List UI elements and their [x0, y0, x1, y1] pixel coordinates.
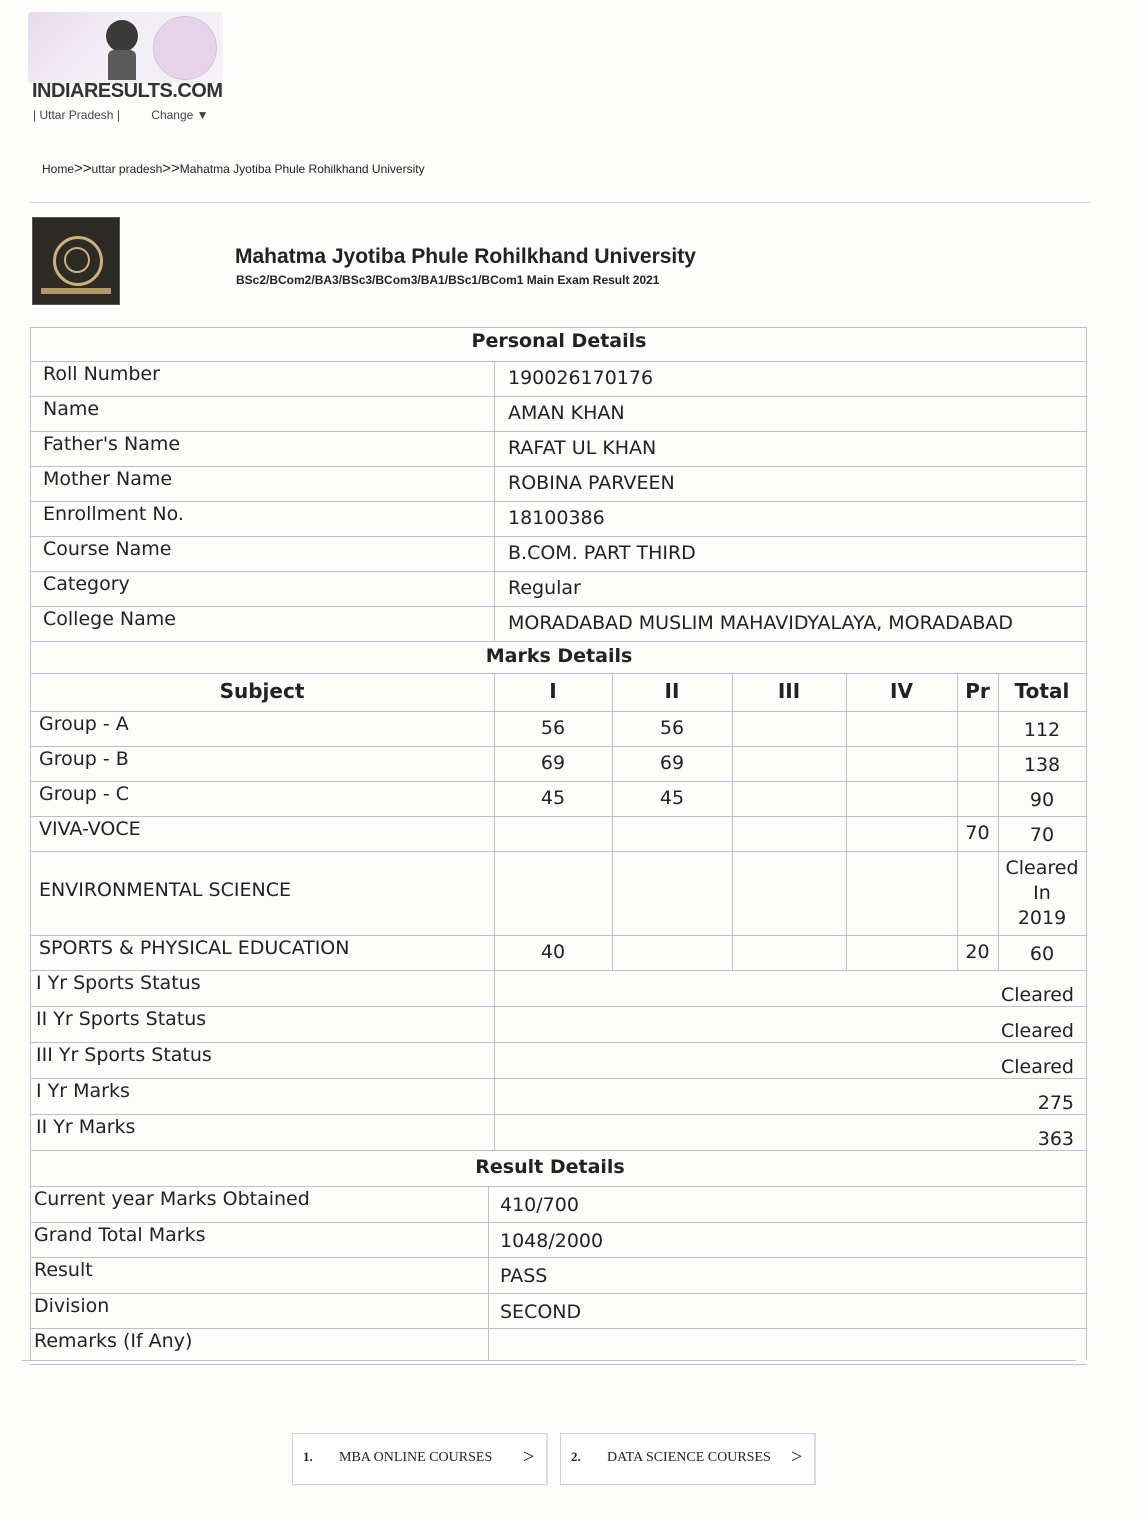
row-border [30, 431, 1086, 432]
column-border [488, 1186, 489, 1360]
field-value: AMAN KHAN [508, 402, 625, 424]
row-border [30, 1150, 1086, 1151]
subject-name: VIVA-VOCE [39, 818, 141, 840]
column-header-c2: II [664, 679, 680, 703]
column-header-pr: Pr [965, 679, 990, 703]
column-border [494, 970, 495, 1150]
logo-map-icon [153, 16, 217, 80]
column-header-c4: IV [890, 679, 913, 703]
total-cell: 90 [1029, 789, 1055, 811]
ad-edge [814, 1433, 816, 1485]
change-state-link[interactable]: Change ▼ [151, 108, 209, 122]
column-header-c3: III [777, 679, 801, 703]
field-value: MORADABAD MUSLIM MAHAVIDYALAYA, MORADABAD [508, 612, 1014, 634]
row-border [30, 1186, 1086, 1187]
row-border [22, 1360, 1076, 1361]
column-border [30, 327, 31, 1360]
result-label: Remarks (If Any) [34, 1330, 193, 1352]
breadcrumb-university[interactable]: Mahatma Jyotiba Phule Rohilkhand University [179, 162, 425, 176]
result-value: 410/700 [500, 1194, 579, 1216]
mark-cell: 69 [659, 752, 685, 774]
row-border [30, 1364, 1086, 1365]
row-border [30, 501, 1086, 502]
status-label: I Yr Sports Status [36, 972, 201, 994]
column-header-subject: Subject [219, 679, 305, 703]
column-border [998, 673, 999, 970]
row-border [30, 1257, 1086, 1258]
breadcrumb-home[interactable]: Home [42, 162, 75, 176]
divider [30, 202, 1090, 203]
exam-subtitle: BSc2/BCom2/BA3/BSc3/BCom3/BA1/BSc1/BCom1 Main Exam Result 2021 [236, 273, 660, 287]
column-border [732, 673, 733, 970]
chevron-right-icon: > [791, 1446, 803, 1468]
total-cell: 138 [1023, 754, 1061, 776]
section-title-result: Result Details [475, 1156, 625, 1178]
field-label: Mother Name [43, 468, 173, 490]
row-border [30, 1006, 1086, 1007]
status-label: II Yr Marks [36, 1116, 136, 1138]
ad-number: 2. [571, 1449, 581, 1464]
field-label: College Name [43, 608, 176, 630]
total-cell: In [1033, 882, 1051, 904]
university-emblem-icon [32, 217, 120, 305]
field-value: RAFAT UL KHAN [508, 437, 657, 459]
row-border [30, 1222, 1086, 1223]
result-value: PASS [500, 1265, 548, 1287]
chevron-right-icon: > [523, 1446, 535, 1468]
field-value: ROBINA PARVEEN [508, 472, 675, 494]
row-border [30, 673, 1086, 674]
total-cell: 60 [1029, 943, 1055, 965]
result-label: Result [34, 1259, 93, 1281]
field-label: Enrollment No. [43, 503, 184, 525]
site-logo[interactable] [28, 12, 223, 102]
field-label: Father's Name [43, 433, 181, 455]
result-value: 1048/2000 [500, 1229, 604, 1252]
row-border [30, 1114, 1086, 1115]
breadcrumb-separator: >> [74, 160, 92, 177]
subject-name: Group - A [39, 713, 129, 735]
row-border [30, 571, 1086, 572]
mark-cell: 69 [540, 752, 566, 774]
row-border [30, 781, 1086, 782]
row-border [30, 711, 1086, 712]
column-border [957, 673, 958, 970]
row-border [30, 327, 1086, 328]
subject-name: SPORTS & PHYSICAL EDUCATION [39, 937, 350, 959]
university-title: Mahatma Jyotiba Phule Rohilkhand University [235, 245, 696, 268]
row-border [30, 466, 1086, 467]
column-header-c1: I [549, 679, 557, 703]
field-label: Category [43, 573, 130, 595]
column-border [1086, 327, 1087, 1360]
row-border [30, 816, 1086, 817]
state-selector [33, 108, 237, 122]
subject-name: Group - B [39, 748, 129, 770]
row-border [30, 935, 1086, 936]
column-border [494, 361, 495, 641]
field-label: Roll Number [43, 363, 160, 385]
row-border [30, 851, 1086, 852]
status-value: Cleared [1000, 1020, 1074, 1042]
column-header-total: Total [1014, 679, 1070, 703]
ad-label: DATA SCIENCE COURSES [607, 1450, 771, 1465]
total-cell: 112 [1023, 719, 1061, 741]
row-border [30, 1293, 1086, 1294]
field-value: Regular [508, 577, 581, 599]
row-border [30, 1328, 1086, 1329]
logo-person-body [108, 50, 136, 80]
column-border [846, 673, 847, 970]
mark-cell: 45 [540, 787, 566, 809]
ad-label: MBA ONLINE COURSES [339, 1450, 493, 1465]
result-label: Current year Marks Obtained [34, 1188, 310, 1210]
total-cell: 70 [1029, 824, 1055, 846]
status-label: II Yr Sports Status [36, 1008, 207, 1030]
row-border [30, 641, 1086, 642]
row-border [30, 746, 1086, 747]
section-title-marks: Marks Details [485, 645, 633, 667]
row-border [30, 970, 1086, 971]
status-value: Cleared [1000, 984, 1074, 1006]
state-label: | Uttar Pradesh | [33, 108, 120, 122]
column-border [494, 673, 495, 970]
field-label: Course Name [43, 538, 172, 560]
mark-cell: 40 [540, 941, 566, 963]
row-border [30, 1042, 1086, 1043]
field-value: B.COM. PART THIRD [508, 542, 696, 564]
mark-cell: 56 [540, 717, 566, 739]
result-value: SECOND [500, 1300, 582, 1323]
row-border [30, 361, 1086, 362]
mark-cell: 45 [659, 787, 685, 809]
status-value: Cleared [1000, 1056, 1074, 1078]
subject-name: ENVIRONMENTAL SCIENCE [39, 879, 291, 901]
row-border [30, 396, 1086, 397]
field-value: 18100386 [508, 507, 605, 529]
logo-text: INDIARESULTS.COM [32, 80, 223, 102]
status-label: I Yr Marks [36, 1080, 130, 1102]
status-value: 275 [1037, 1092, 1074, 1114]
status-value: 363 [1037, 1128, 1074, 1150]
field-label: Name [43, 398, 100, 420]
ad-number: 1. [303, 1449, 313, 1464]
row-border [30, 1078, 1086, 1079]
mark-cell: 20 [965, 941, 990, 963]
breadcrumb-separator: >> [162, 160, 180, 177]
ad-edge [546, 1433, 548, 1485]
result-label: Grand Total Marks [34, 1223, 206, 1246]
column-border [612, 673, 613, 970]
field-value: 190026170176 [508, 367, 654, 389]
mark-cell: 70 [965, 822, 990, 844]
breadcrumb-state[interactable]: uttar pradesh [91, 162, 163, 176]
subject-name: Group - C [39, 783, 130, 805]
mark-cell: 56 [659, 717, 685, 739]
total-cell: Cleared [1005, 857, 1079, 879]
ad-link-data-science[interactable] [560, 1433, 816, 1485]
status-label: III Yr Sports Status [36, 1044, 212, 1066]
ad-link-mba[interactable] [292, 1433, 548, 1485]
breadcrumb [42, 160, 425, 177]
row-border [30, 606, 1086, 607]
row-border [30, 536, 1086, 537]
result-label: Division [34, 1294, 110, 1317]
logo-person-icon [106, 20, 138, 52]
section-title-personal: Personal Details [471, 330, 647, 352]
total-cell: 2019 [1017, 907, 1067, 929]
